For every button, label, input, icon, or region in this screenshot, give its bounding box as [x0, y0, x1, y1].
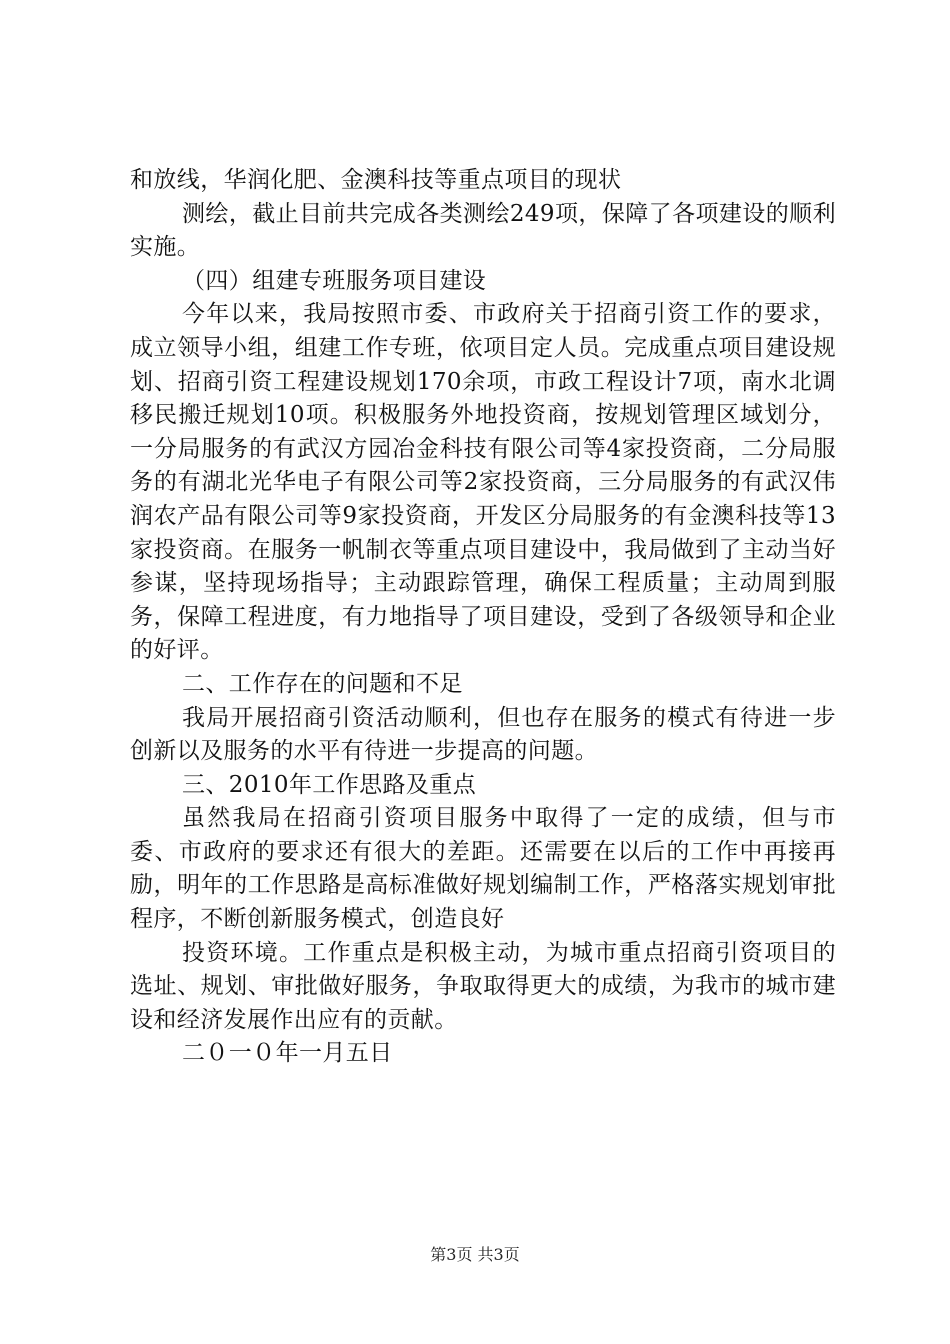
section-heading-special-team: （四）组建专班服务项目建设 [182, 267, 487, 294]
document-date: 二０一０年一月五日 [182, 1040, 393, 1067]
paragraph-work-focus: 投资环境。工作重点是积极主动，为城市重点招商引资项目的选址、规划、审批做好服务，争取取得更大的成绩，为我市的城市建设和经济发展作出应有的贡献。 [130, 939, 836, 1033]
document-body [130, 164, 836, 1071]
paragraph-problems: 我局开展招商引资活动顺利，但也存在服务的模式有待进一步创新以及服务的水平有待进一步提高的问题。 [130, 704, 836, 765]
paragraph-special-team: 今年以来，我局按照市委、市政府关于招商引资工作的要求，成立领导小组，组建工作专班，依项目定人员。完成重点项目建设规划、招商引资工程建设规划170余项，市政工程设计7项，南水北调移民搬迁规划10项。积极服务外地投资商，按规划管理区域划分，一分局服务的有武汉方园冶金科技有限公司等4家投资商，二分局服务的有湖北光华电子有限公司等2家投资商，三分局服务的有武汉伟润农产品有限公司等9家投资商，开发区分局服务的有金澳科技等13家投资商。在服务一帆制衣等重点项目建设中，我局做到了主动当好参谋，坚持现场指导；主动跟踪管理，确保工程质量；主动周到服务，保障工程进度，有力地指导了项目建设，受到了各级领导和企业的好评。 [130, 301, 836, 664]
paragraph-continuation: 和放线，华润化肥、金澳科技等重点项目的现状 [130, 167, 622, 193]
section-heading-problems: 二、工作存在的问题和不足 [182, 670, 463, 697]
paragraph-2010-plan: 虽然我局在招商引资项目服务中取得了一定的成绩，但与市委、市政府的要求还有很大的差距。还需要在以后的工作中再接再励，明年的工作思路是高标准做好规划编制工作，严格落实规划审批程序，不断创新服务模式，创造良好 [130, 805, 836, 933]
section-heading-2010-plan: 三、2010年工作思路及重点 [182, 771, 477, 798]
paragraph-survey-summary: 测绘，截止目前共完成各类测绘249项，保障了各项建设的顺利实施。 [130, 200, 836, 261]
page-footer: 第3页 共3页 [430, 1245, 520, 1264]
